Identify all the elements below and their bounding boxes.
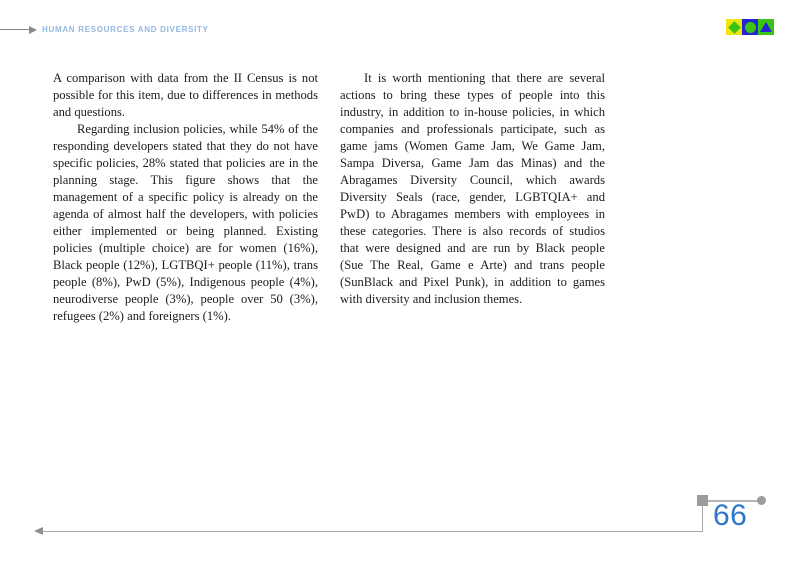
triangle-icon: [758, 19, 774, 35]
page-body: [53, 70, 605, 325]
arrow-right-icon: [29, 26, 37, 34]
diamond-icon: [726, 19, 742, 35]
footer-circle-marker: [757, 496, 766, 505]
page-number: 66: [713, 499, 748, 532]
circle-icon: [742, 19, 758, 35]
left-column: [53, 70, 318, 325]
footer-rule-line: [42, 531, 703, 532]
right-column: [340, 70, 605, 325]
paragraph: A comparison with data from the II Census is not possible for this item, due to differences in methods and questions.: [53, 71, 318, 119]
header-rule-line: [0, 29, 29, 30]
section-title: HUMAN RESOURCES AND DIVERSITY: [42, 25, 209, 34]
brand-logo: [726, 19, 774, 35]
footer-rule-vertical: [702, 505, 703, 532]
paragraph: Regarding inclusion policies, while 54% of the responding developers stated that they do not have specific policies, 28% stated that policies are in the planning stage. This figure shows that the management of a specific policy is already on the agenda of almost half the developers, with policies either implemented or being planned. Existing policies (multiple choice) are for women (16%), Black people (12%), LGTBQI+ people (11%), trans people (8%), PwD (5%), Indigenous people (4%), neurodiverse people (3%), people over 50 (3%), refugees (2%) and foreigners (1%).: [53, 122, 318, 323]
footer-square-marker: [697, 495, 708, 506]
paragraph: It is worth mentioning that there are several actions to bring these types of people into this industry, in addition to in-house policies, in which companies and professionals participate, such as game jams (Women Game Jam, We Game Jam, Sampa Diversa, Game Jam das Minas) and the Abragames Diversity Council, which awards Diversity Seals (race, gender, LGBTQIA+ and PwD) to Abragames members with employees in these categories. There is also records of studios that were designed and are run by Black people (Sue The Real, Game e Arte) and trans people (SunBlack and Pixel Punk), in addition to games with diversity and inclusion themes.: [340, 71, 605, 306]
